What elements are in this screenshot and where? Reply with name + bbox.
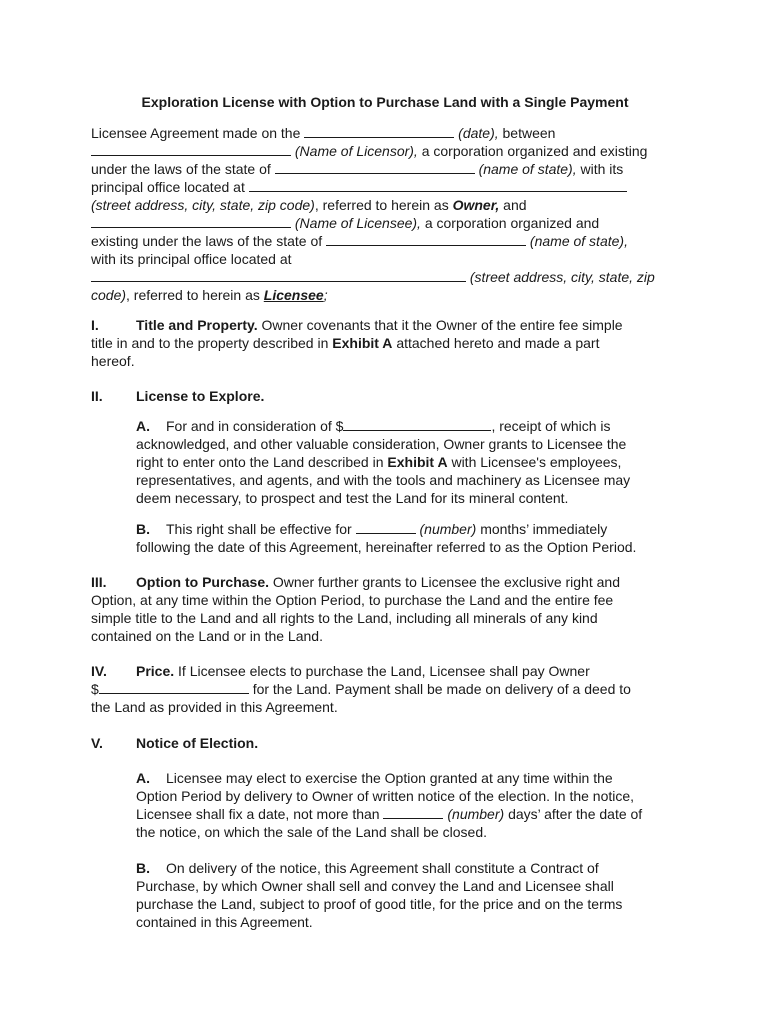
section-4-heading: Price. xyxy=(136,663,175,679)
price-amount-blank xyxy=(99,680,249,694)
preamble-line-3: under the laws of the state of (name of state), with its xyxy=(91,161,624,177)
section-2a-line-5: deem necessary, to prospect and test the Land for its mineral content. xyxy=(136,490,569,506)
preamble-line-8: with its principal office located at xyxy=(91,251,292,267)
section-2a-line-2: acknowledged, and other valuable consideration, Owner grants to Licensee the xyxy=(136,436,627,452)
closing-days-blank xyxy=(383,805,443,819)
section-5-number: V. xyxy=(91,735,103,751)
section-3-line-1: Option to Purchase. Owner further grants to Licensee the exclusive right and xyxy=(136,574,620,590)
section-2-heading: License to Explore. xyxy=(136,388,265,404)
preamble-line-9: (street address, city, state, zip xyxy=(91,268,655,286)
preamble-line-6: (Name of Licensee), a corporation organized and xyxy=(91,214,599,232)
licensee-term: Licensee xyxy=(263,287,324,303)
section-5a-line-4: the notice, on which the sale of the Land shall be closed. xyxy=(136,824,488,840)
date-blank xyxy=(304,124,454,138)
section-3-number: III. xyxy=(91,574,107,590)
preamble-line-4: principal office located at xyxy=(91,178,627,196)
section-5b-line-1: B. On delivery of the notice, this Agreement shall constitute a Contract of xyxy=(136,860,599,876)
section-3-line-2: Option, at any time within the Option Period, to purchase the Land and the entire fee xyxy=(91,592,614,608)
section-4-line-2: $ for the Land. Payment shall be made on delivery of a deed to xyxy=(91,681,631,697)
section-5b-line-3: purchase the Land, subject to proof of good title, for the price and on the terms xyxy=(136,896,623,912)
owner-term: Owner, xyxy=(452,197,500,213)
section-5b-line-2: Purchase, by which Owner shall sell and convey the Land and Licensee shall xyxy=(136,878,614,894)
preamble-line-5: (street address, city, state, zip code), referred to herein as Owner, and xyxy=(91,197,527,213)
section-5-heading: Notice of Election. xyxy=(136,735,259,751)
section-4-line-1: Price. If Licensee elects to purchase the Land, Licensee shall pay Owner xyxy=(136,663,590,679)
section-2b-line-1: B. This right shall be effective for (number) months’ immediately xyxy=(136,521,608,537)
preamble-line-2: (Name of Licensor), a corporation organized and existing xyxy=(91,142,647,160)
section-2a-line-4: representatives, and agents, and with the tools and machinery as Licensee may xyxy=(136,472,631,488)
section-1-line-1: Title and Property. Owner covenants that it the Owner of the entire fee simple xyxy=(136,317,623,333)
section-2-number: II. xyxy=(91,388,103,404)
section-1-line-3: hereof. xyxy=(91,353,135,369)
preamble-line-7: existing under the laws of the state of (name of state), xyxy=(91,233,628,249)
document-title: Exploration License with Option to Purchase Land with a Single Payment xyxy=(141,94,629,110)
section-1-heading: Title and Property. xyxy=(136,317,258,333)
section-1-line-2: title in and to the property described in Exhibit A attached hereto and made a part xyxy=(91,335,600,351)
option-months-blank xyxy=(356,520,416,534)
section-3-line-4: contained on the Land or in the Land. xyxy=(91,628,323,644)
section-4-line-3: the Land as provided in this Agreement. xyxy=(91,699,338,715)
section-5a-line-2: Option Period by delivery to Owner of written notice of the election. In the notice, xyxy=(136,788,635,804)
section-2a-line-1: A. For and in consideration of $ , receipt of which is xyxy=(136,418,611,434)
section-2a-line-3: right to enter onto the Land described in Exhibit A with Licensee's employees, xyxy=(136,454,622,470)
preamble-line-10: code), referred to herein as Licensee; xyxy=(91,287,328,303)
preamble-line-1: Licensee Agreement made on the (date), between xyxy=(91,125,556,141)
section-3-heading: Option to Purchase. xyxy=(136,574,270,590)
section-5a-line-3: Licensee shall fix a date, not more than (number) days’ after the date of xyxy=(136,806,643,822)
section-1-number: I. xyxy=(91,317,99,333)
section-5b-line-4: contained in this Agreement. xyxy=(136,914,313,930)
licensee-address-blank xyxy=(91,268,466,282)
licensee-name-blank xyxy=(91,214,291,228)
licensor-state-blank xyxy=(275,160,475,174)
licensee-state-blank xyxy=(326,232,526,246)
section-5a-line-1: A. Licensee may elect to exercise the Option granted at any time within the xyxy=(136,770,613,786)
consideration-amount-blank xyxy=(343,417,491,431)
licensor-name-blank xyxy=(91,142,291,156)
section-4-number: IV. xyxy=(91,663,107,679)
licensor-address-blank xyxy=(249,178,627,192)
section-3-line-3: simple title to the Land and all rights to the Land, including all minerals of any kind xyxy=(91,610,598,626)
section-2b-line-2: following the date of this Agreement, hereinafter referred to as the Option Period. xyxy=(136,539,637,555)
